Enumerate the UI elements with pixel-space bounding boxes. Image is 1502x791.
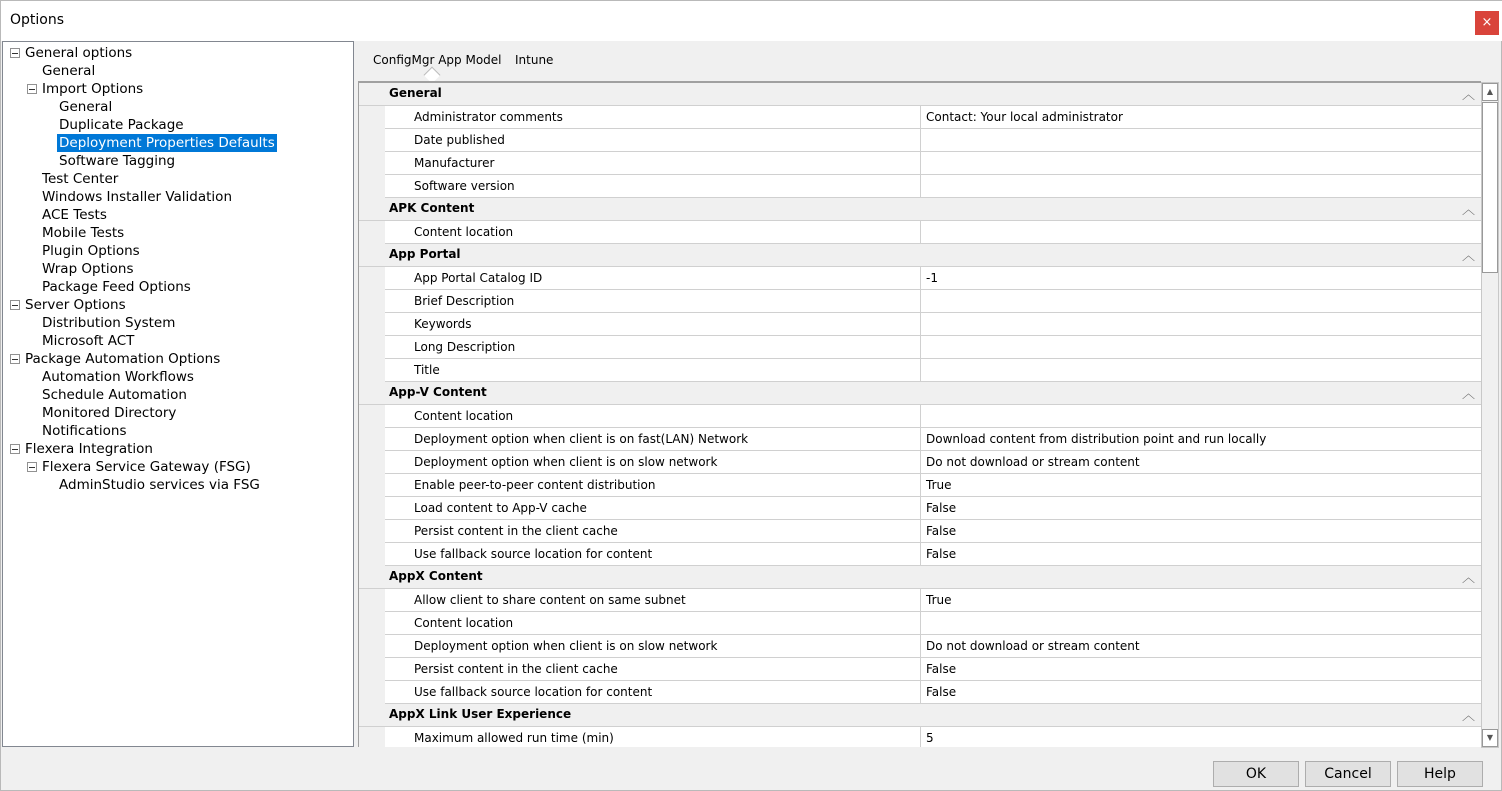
tree-item[interactable] <box>3 404 353 422</box>
vertical-scrollbar[interactable] <box>1481 82 1499 748</box>
property-value[interactable]: False <box>920 497 1480 519</box>
tree-item[interactable] <box>3 116 353 134</box>
tab-intune[interactable]: Intune <box>515 53 554 67</box>
property-name: Content location <box>414 225 514 239</box>
property-value[interactable]: Do not download or stream content <box>920 451 1480 473</box>
tree-item[interactable] <box>3 134 353 152</box>
property-value[interactable] <box>920 290 1480 312</box>
property-row[interactable] <box>385 727 1481 747</box>
tree-item-label[interactable]: Package Automation Options <box>25 351 221 367</box>
property-row[interactable] <box>385 681 1481 704</box>
property-name: Deployment option when client is on fast(LAN) Network <box>414 432 749 446</box>
tree-item-label[interactable]: Import Options <box>42 81 144 97</box>
property-value[interactable] <box>920 336 1480 358</box>
options-tree[interactable] <box>2 41 354 747</box>
property-row[interactable] <box>385 635 1481 658</box>
property-row[interactable] <box>385 497 1481 520</box>
tree-item-label[interactable]: Flexera Service Gateway (FSG) <box>42 459 251 475</box>
tree-item[interactable] <box>3 62 353 80</box>
category-label: General <box>389 86 442 100</box>
property-name: Content location <box>414 616 514 630</box>
property-name: Administrator comments <box>414 110 563 124</box>
property-row[interactable] <box>385 106 1481 129</box>
property-row[interactable] <box>385 658 1481 681</box>
tree-item[interactable] <box>3 350 353 368</box>
tree-item[interactable] <box>3 314 353 332</box>
property-name: Maximum allowed run time (min) <box>414 731 614 745</box>
scroll-down-icon[interactable]: ▼ <box>1482 729 1498 747</box>
tree-item[interactable] <box>3 98 353 116</box>
property-name: App Portal Catalog ID <box>414 271 543 285</box>
window-title: Options <box>10 12 65 28</box>
property-row[interactable] <box>385 589 1481 612</box>
property-row[interactable] <box>385 612 1481 635</box>
tab-bar <box>358 45 1498 81</box>
tree-item-label[interactable]: Microsoft ACT <box>42 333 135 349</box>
category-header[interactable] <box>359 198 1481 221</box>
property-row[interactable] <box>385 313 1481 336</box>
property-name: Deployment option when client is on slow network <box>414 639 718 653</box>
category-label: App Portal <box>389 247 461 261</box>
category-header[interactable] <box>359 704 1481 727</box>
tree-item[interactable] <box>3 476 353 494</box>
property-value[interactable]: True <box>920 589 1480 611</box>
property-row[interactable] <box>385 405 1481 428</box>
property-value[interactable]: False <box>920 658 1480 680</box>
collapse-icon[interactable] <box>27 462 37 472</box>
collapse-chevron-icon[interactable]: ︿ <box>1461 709 1475 724</box>
tree-item[interactable] <box>3 170 353 188</box>
collapse-chevron-icon[interactable]: ︿ <box>1461 88 1475 103</box>
scroll-up-icon[interactable]: ▲ <box>1482 83 1498 101</box>
property-value[interactable]: Contact: Your local administrator <box>920 106 1480 128</box>
close-button[interactable]: × <box>1475 11 1499 35</box>
tree-item[interactable] <box>3 296 353 314</box>
category-label: APK Content <box>389 201 475 215</box>
help-button[interactable]: Help <box>1397 761 1483 787</box>
property-value[interactable]: False <box>920 520 1480 542</box>
ok-button[interactable]: OK <box>1213 761 1299 787</box>
category-label: AppX Content <box>389 569 483 583</box>
tree-item-label[interactable]: Server Options <box>25 297 126 313</box>
tree-item-label[interactable]: ACE Tests <box>42 207 107 223</box>
property-name: Brief Description <box>414 294 515 308</box>
property-row[interactable] <box>385 267 1481 290</box>
property-row[interactable] <box>385 175 1481 198</box>
property-name: Date published <box>414 133 505 147</box>
property-row[interactable] <box>385 221 1481 244</box>
tree-item[interactable] <box>3 224 353 242</box>
property-row[interactable] <box>385 359 1481 382</box>
property-name: Use fallback source location for content <box>414 685 653 699</box>
property-row[interactable] <box>385 520 1481 543</box>
tree-item-label[interactable]: General options <box>25 45 133 61</box>
collapse-icon[interactable] <box>10 48 20 58</box>
property-value[interactable]: True <box>920 474 1480 496</box>
property-row[interactable] <box>385 336 1481 359</box>
property-value[interactable] <box>920 359 1480 381</box>
property-name: Persist content in the client cache <box>414 524 618 538</box>
cancel-button[interactable]: Cancel <box>1305 761 1391 787</box>
scroll-thumb[interactable] <box>1482 102 1498 273</box>
collapse-icon[interactable] <box>10 444 20 454</box>
property-value[interactable]: Download content from distribution point and run locally <box>920 428 1480 450</box>
title-bar <box>1 1 1502 41</box>
property-value[interactable] <box>920 175 1480 197</box>
property-name: Load content to App-V cache <box>414 501 587 515</box>
tree-item[interactable] <box>3 332 353 350</box>
tab-configmgr-app-model[interactable]: ConfigMgr App Model <box>373 53 502 67</box>
collapse-icon[interactable] <box>10 354 20 364</box>
tree-item-label[interactable]: Software Tagging <box>59 153 176 169</box>
tree-item-label[interactable]: Automation Workflows <box>42 369 194 385</box>
collapse-chevron-icon[interactable]: ︿ <box>1461 203 1475 218</box>
collapse-icon[interactable] <box>27 84 37 94</box>
tree-item[interactable] <box>3 44 353 62</box>
tree-item[interactable] <box>3 260 353 278</box>
category-header[interactable] <box>359 244 1481 267</box>
tree-item[interactable] <box>3 152 353 170</box>
property-row[interactable] <box>385 451 1481 474</box>
tree-item-label[interactable]: Monitored Directory <box>42 405 177 421</box>
category-header[interactable] <box>359 382 1481 405</box>
property-value[interactable] <box>920 221 1480 243</box>
tree-item[interactable] <box>3 440 353 458</box>
property-grid[interactable] <box>358 81 1481 747</box>
property-name: Title <box>414 363 440 377</box>
tree-item-label[interactable]: Windows Installer Validation <box>42 189 233 205</box>
tree-item-label[interactable]: Schedule Automation <box>42 387 187 403</box>
property-value[interactable] <box>920 405 1480 427</box>
category-label: App-V Content <box>389 385 487 399</box>
tree-item-label[interactable]: Mobile Tests <box>42 225 125 241</box>
tree-item-label[interactable]: Plugin Options <box>42 243 140 259</box>
collapse-icon[interactable] <box>10 300 20 310</box>
property-value[interactable] <box>920 152 1480 174</box>
property-value[interactable]: Do not download or stream content <box>920 635 1480 657</box>
tree-item[interactable] <box>3 278 353 296</box>
tree-item[interactable] <box>3 206 353 224</box>
property-value[interactable] <box>920 612 1480 634</box>
property-value[interactable]: -1 <box>920 267 1480 289</box>
property-row[interactable] <box>385 290 1481 313</box>
property-row[interactable] <box>385 543 1481 566</box>
property-value[interactable]: False <box>920 543 1480 565</box>
tree-item-label[interactable]: Distribution System <box>42 315 176 331</box>
tree-item-label[interactable]: Flexera Integration <box>25 441 153 457</box>
property-value[interactable]: 5 <box>920 727 1480 747</box>
tree-item-label[interactable]: Deployment Properties Defaults <box>59 135 275 151</box>
collapse-chevron-icon[interactable]: ︿ <box>1461 571 1475 586</box>
tree-item-label[interactable]: Notifications <box>42 423 127 439</box>
property-row[interactable] <box>385 152 1481 175</box>
tree-item-label[interactable]: General <box>59 99 113 115</box>
tree-item[interactable] <box>3 368 353 386</box>
tree-item[interactable] <box>3 386 353 404</box>
tree-item-label[interactable]: Wrap Options <box>42 261 134 277</box>
tree-item[interactable] <box>3 458 353 476</box>
property-name: Enable peer-to-peer content distribution <box>414 478 656 492</box>
tree-item-label[interactable]: Test Center <box>42 171 119 187</box>
property-row[interactable] <box>385 129 1481 152</box>
tree-item-label[interactable]: Duplicate Package <box>59 117 184 133</box>
property-value[interactable] <box>920 313 1480 335</box>
property-name: Allow client to share content on same subnet <box>414 593 686 607</box>
tree-item[interactable] <box>3 80 353 98</box>
category-header[interactable] <box>359 566 1481 589</box>
tree-item[interactable] <box>3 242 353 260</box>
category-header[interactable] <box>359 83 1481 106</box>
tree-item-label[interactable]: Package Feed Options <box>42 279 191 295</box>
property-name: Manufacturer <box>414 156 495 170</box>
tree-item-label[interactable]: AdminStudio services via FSG <box>59 477 260 493</box>
tree-item-label[interactable]: General <box>42 63 96 79</box>
tree-item[interactable] <box>3 188 353 206</box>
property-name: Keywords <box>414 317 472 331</box>
property-value[interactable] <box>920 129 1480 151</box>
property-name: Long Description <box>414 340 516 354</box>
property-name: Software version <box>414 179 515 193</box>
tree-item[interactable] <box>3 422 353 440</box>
property-value[interactable]: False <box>920 681 1480 703</box>
category-label: AppX Link User Experience <box>389 707 572 721</box>
collapse-chevron-icon[interactable]: ︿ <box>1461 249 1475 264</box>
property-name: Use fallback source location for content <box>414 547 653 561</box>
property-row[interactable] <box>385 428 1481 451</box>
property-name: Content location <box>414 409 514 423</box>
property-row[interactable] <box>385 474 1481 497</box>
property-name: Persist content in the client cache <box>414 662 618 676</box>
collapse-chevron-icon[interactable]: ︿ <box>1461 387 1475 402</box>
property-name: Deployment option when client is on slow network <box>414 455 718 469</box>
